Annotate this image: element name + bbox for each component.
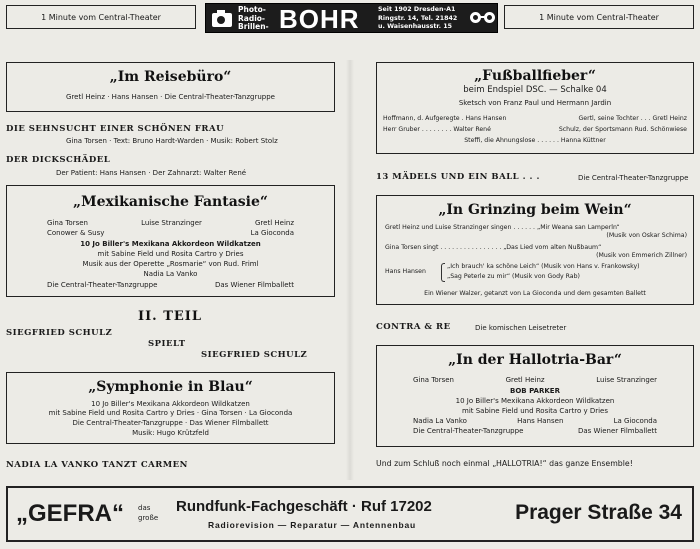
mex-cast-3: Gretl Heinz: [255, 219, 294, 227]
ad-address-3: u. Waisenhausstr. 15: [378, 23, 452, 30]
hal-bob-parker: BOB PARKER: [510, 387, 560, 395]
ad-address-1: Seit 1902 Dresden-A1: [378, 6, 456, 13]
hal-cast-3: Luise Stranzinger: [596, 376, 657, 384]
mexikanisch-title: „Mexikanische Fantasie“: [73, 194, 268, 210]
gefra-address: Prager Straße 34: [515, 501, 682, 524]
mex-filmballett: Das Wiener Filmballett: [214, 281, 294, 289]
mex-line-5: Nadia La Vanko: [143, 270, 198, 278]
mexikanisch-box: [6, 185, 335, 297]
teil-heading: II. TEIL: [138, 309, 203, 324]
fb-cast-3: Herr Gruber . . . . . . . . Walter René: [383, 126, 491, 133]
grinzing-box: [376, 195, 694, 305]
mex-wildkatzen: 10 Jo Biller's Mexikana Akkordeon Wildkatzen: [80, 240, 261, 248]
gefra-brand: „GEFRA“: [16, 500, 124, 527]
header-left-box: [6, 5, 196, 29]
hallotria-box: [376, 345, 694, 447]
hallotria-title: „In der Hallotria-Bar“: [448, 352, 622, 368]
fb-cast-1: Hoffmann, d. Aufgeregte . Hans Hansen: [383, 115, 507, 122]
gefra-services: Radiorevision — Reparatur — Antennenbau: [208, 520, 416, 530]
nadia-carmen: NADIA LA VANKO TANZT CARMEN: [6, 460, 188, 470]
header-right-box: [504, 5, 694, 29]
fussball-title: „Fußballfieber“: [474, 68, 596, 84]
hal-cast-6: La Gioconda: [613, 417, 657, 425]
brace: [441, 263, 445, 282]
fussball-sketch: Sketsch von Franz Paul und Hermann Jardin: [458, 99, 612, 107]
grinzing-hansen: Hans Hansen: [385, 268, 426, 275]
grinzing-waltz: Ein Wiener Walzer, getanzt von La Gioconda und dem gesamten Ballett: [424, 290, 646, 297]
dickschaedel-title: DER DICKSCHÄDEL: [6, 155, 111, 165]
header-left-text: 1 Minute vom Central-Theater: [41, 13, 161, 22]
gefra-grosse: große: [138, 514, 159, 522]
hal-cast-1: Gina Torsen: [413, 376, 454, 384]
grinzing-hansen-song-1: „Ich brauch' ka schöne Leich“ (Musik von Hans v. Frankowsky): [447, 263, 640, 270]
reisebuero-cast: Gretl Heinz · Hans Hansen · Die Central-Theater-Tanzgruppe: [66, 93, 275, 101]
ad-brand: BOHR: [279, 4, 360, 34]
header-right-text: 1 Minute vom Central-Theater: [539, 13, 659, 22]
contra-cast: Die komischen Leisetreter: [475, 324, 567, 332]
reisebuero-box: [6, 62, 335, 112]
fussball-sub: beim Endspiel DSC. — Schalke 04: [463, 85, 607, 95]
fb-cast-5: Steffi, die Ahnungslose . . . . . . Hanna Küttner: [464, 137, 606, 144]
glasses-icon: [470, 12, 496, 26]
maedels-cast: Die Central-Theater-Tanzgruppe: [578, 174, 689, 182]
gefra-headline: Rundfunk-Fachgeschäft · Ruf 17202: [176, 498, 432, 515]
sym-line-1: 10 Jo Biller's Mexikana Akkordeon Wildkatzen: [91, 400, 250, 408]
dickschaedel-cast: Der Patient: Hans Hansen · Der Zahnarzt: Walter René: [56, 169, 247, 177]
grinzing-line-1: Gretl Heinz und Luise Stranzinger singen . . . . . . „Mir Weana san Lamperln“: [385, 224, 620, 231]
bohr-ad: [205, 3, 498, 33]
sym-line-3: Die Central-Theater-Tanzgruppe · Das Wiener Filmballett: [72, 419, 269, 427]
gefra-das: das: [138, 504, 151, 512]
sehnsucht-cast: Gina Torsen · Text: Bruno Hardt-Warden · Musik: Robert Stolz: [66, 137, 278, 145]
page-fold: [346, 60, 354, 480]
grinzing-hansen-song-2: „Sag Peterle zu mir“ (Musik von Gody Rab): [447, 273, 580, 280]
symphonie-box: [6, 372, 335, 444]
schulz-2: SIEGFRIED SCHULZ: [201, 350, 308, 360]
mex-cast-2: Luise Stranzinger: [141, 219, 202, 227]
ad-line-brillen: Brillen-: [238, 22, 269, 31]
ad-line-radio: Radio-: [238, 13, 266, 23]
hal-cast-5: Hans Hansen: [517, 417, 564, 425]
fussball-box: [376, 62, 694, 154]
grinzing-line-1-music: (Musik von Oskar Schima): [606, 232, 687, 239]
hal-line-2: 10 Jo Biller's Mexikana Akkordeon Wildkatzen: [455, 397, 615, 405]
ad-address-2: Ringstr. 14, Tel. 21842: [378, 14, 458, 22]
sym-line-2: mit Sabine Field und Rosita Cartro y Dries · Gina Torsen · La Gioconda: [48, 409, 293, 417]
fb-cast-2: Gertl, seine Tochter . . . Gretl Heinz: [578, 115, 687, 122]
spielt: SPIELT: [148, 339, 186, 349]
mex-line-3: mit Sabine Field und Rosita Cartro y Dries: [97, 250, 244, 258]
symphonie-title: „Symphonie in Blau“: [88, 379, 253, 395]
grinzing-line-2: Gina Torsen singt . . . . . . . . . . . . . . . . „Das Lied vom alten Nußbaum“: [385, 244, 602, 251]
gefra-ad: [6, 486, 694, 542]
hal-tanzgruppe: Die Central-Theater-Tanzgruppe: [413, 427, 524, 435]
sym-line-4: Musik: Hugo Krützfeld: [132, 429, 209, 437]
hal-line-3: mit Sabine Field und Rosita Cartro y Dries: [462, 407, 608, 415]
grinzing-title: „In Grinzing beim Wein“: [438, 202, 632, 218]
hal-cast-4: Nadia La Vanko: [413, 417, 467, 425]
mex-cast-5: La Gioconda: [250, 229, 294, 237]
ad-line-photo: Photo-: [238, 5, 266, 14]
maedels-title: 13 MÄDELS UND EIN BALL . . .: [376, 172, 540, 182]
camera-icon: [210, 8, 234, 28]
grinzing-line-2-music: (Musik von Emmerich Zillner): [596, 252, 687, 259]
hal-cast-2: Gretl Heinz: [505, 376, 545, 384]
sehnsucht-title: DIE SEHNSUCHT EINER SCHÖNEN FRAU: [6, 124, 224, 134]
contra-title: CONTRA & RE: [376, 322, 451, 332]
reisebuero-title: „Im Reisebüro“: [109, 69, 232, 85]
schluss-text: Und zum Schluß noch einmal „HALLOTRIA!“ das ganze Ensemble!: [376, 459, 633, 468]
schulz-1: SIEGFRIED SCHULZ: [6, 328, 113, 338]
fb-cast-4: Schulz, der Sportsmann Rud. Schönwiese: [558, 126, 687, 133]
mex-line-4: Musik aus der Operette „Rosmarie“ von Rud. Friml: [82, 260, 259, 268]
mex-cast-1: Gina Torsen: [47, 219, 88, 227]
mex-cast-4: Conower & Susy: [47, 229, 105, 237]
hal-filmballett: Das Wiener Filmballett: [577, 427, 657, 435]
mex-tanzgruppe: Die Central-Theater-Tanzgruppe: [47, 281, 158, 289]
